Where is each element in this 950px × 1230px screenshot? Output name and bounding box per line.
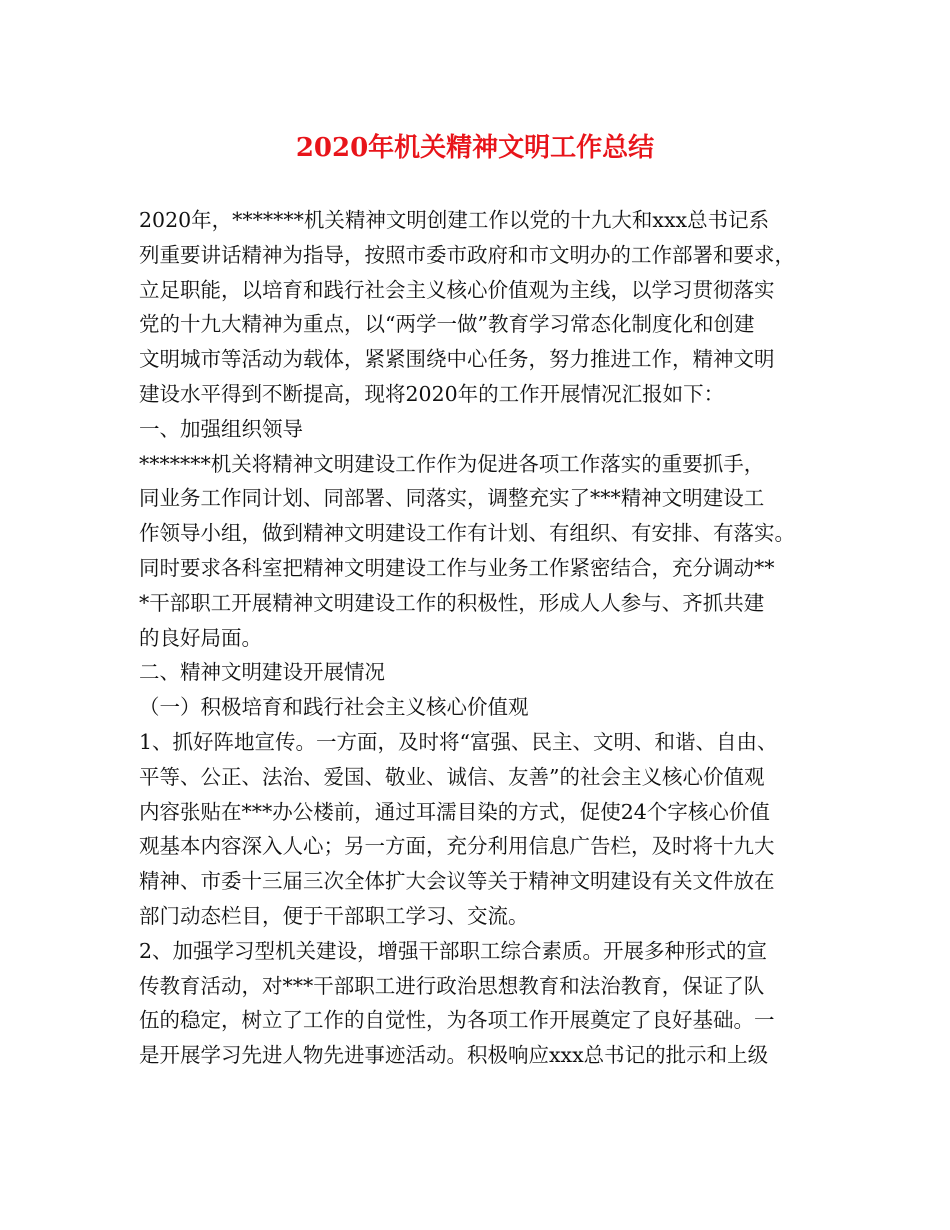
text-line: 2、加强学习型机关建设，增强干部职工综合素质。开展多种形式的宣 xyxy=(139,938,768,963)
text-line: 党的十九大精神为重点，以“两学一做”教育学习常态化制度化和创建 xyxy=(139,312,755,337)
text-line: 同业务工作同计划、同部署、同落实，调整充实了***精神文明建设工 xyxy=(139,486,765,511)
text-line: 二、精神文明建设开展情况 xyxy=(139,660,385,685)
text-line: 列重要讲话精神为指导，按照市委市政府和市文明办的工作部署和要求， xyxy=(139,242,795,267)
text-line: *******机关将精神文明建设工作作为促进各项工作落实的重要抓手， xyxy=(139,451,765,476)
text-line: 同时要求各科室把精神文明建设工作与业务工作紧密结合，充分调动** xyxy=(139,555,775,580)
text-line: 一、加强组织领导 xyxy=(139,416,303,441)
text-line: 传教育活动，对***干部职工进行政治思想教育和法治教育，保证了队 xyxy=(139,973,765,998)
text-line: 2020年，*******机关精神文明创建工作以党的十九大和xxx总书记系 xyxy=(139,208,770,232)
text-line: 立足职能，以培育和践行社会主义核心价值观为主线，以学习贯彻落实 xyxy=(139,277,775,302)
text-line: 的良好局面。 xyxy=(139,625,262,650)
text-line: 作领导小组，做到精神文明建设工作有计划、有组织、有安排、有落实。 xyxy=(139,521,795,546)
text-line: 建设水平得到不断提高，现将2020年的工作开展情况汇报如下： xyxy=(139,381,725,406)
text-line: 部门动态栏目，便于干部职工学习、交流。 xyxy=(139,903,529,928)
text-line: 是开展学习先进人物先进事迹活动。积极响应xxx总书记的批示和上级 xyxy=(139,1043,769,1068)
document-body xyxy=(139,203,819,1073)
text-line: 伍的稳定，树立了工作的自觉性，为各项工作开展奠定了良好基础。一 xyxy=(139,1008,775,1033)
text-line: 观基本内容深入人心；另一方面，充分利用信息广告栏，及时将十九大 xyxy=(139,834,775,859)
text-line: （一）积极培育和践行社会主义核心价值观 xyxy=(139,695,529,720)
text-line: 文明城市等活动为载体，紧紧围绕中心任务，努力推进工作，精神文明 xyxy=(139,347,775,372)
text-line: 平等、公正、法治、爱国、敬业、诚信、友善”的社会主义核心价值观 xyxy=(139,764,765,789)
text-line: *干部职工开展精神文明建设工作的积极性，形成人人参与、齐抓共建 xyxy=(139,590,765,615)
text-line: 1、抓好阵地宣传。一方面，及时将“富强、民主、文明、和谐、自由、 xyxy=(139,729,778,754)
text-line: 精神、市委十三届三次全体扩大会议等关于精神文明建设有关文件放在 xyxy=(139,869,775,894)
text-line: 内容张贴在***办公楼前，通过耳濡目染的方式，促使24个字核心价值 xyxy=(139,799,770,824)
document-title: 2020年机关精神文明工作总结 xyxy=(295,133,655,163)
